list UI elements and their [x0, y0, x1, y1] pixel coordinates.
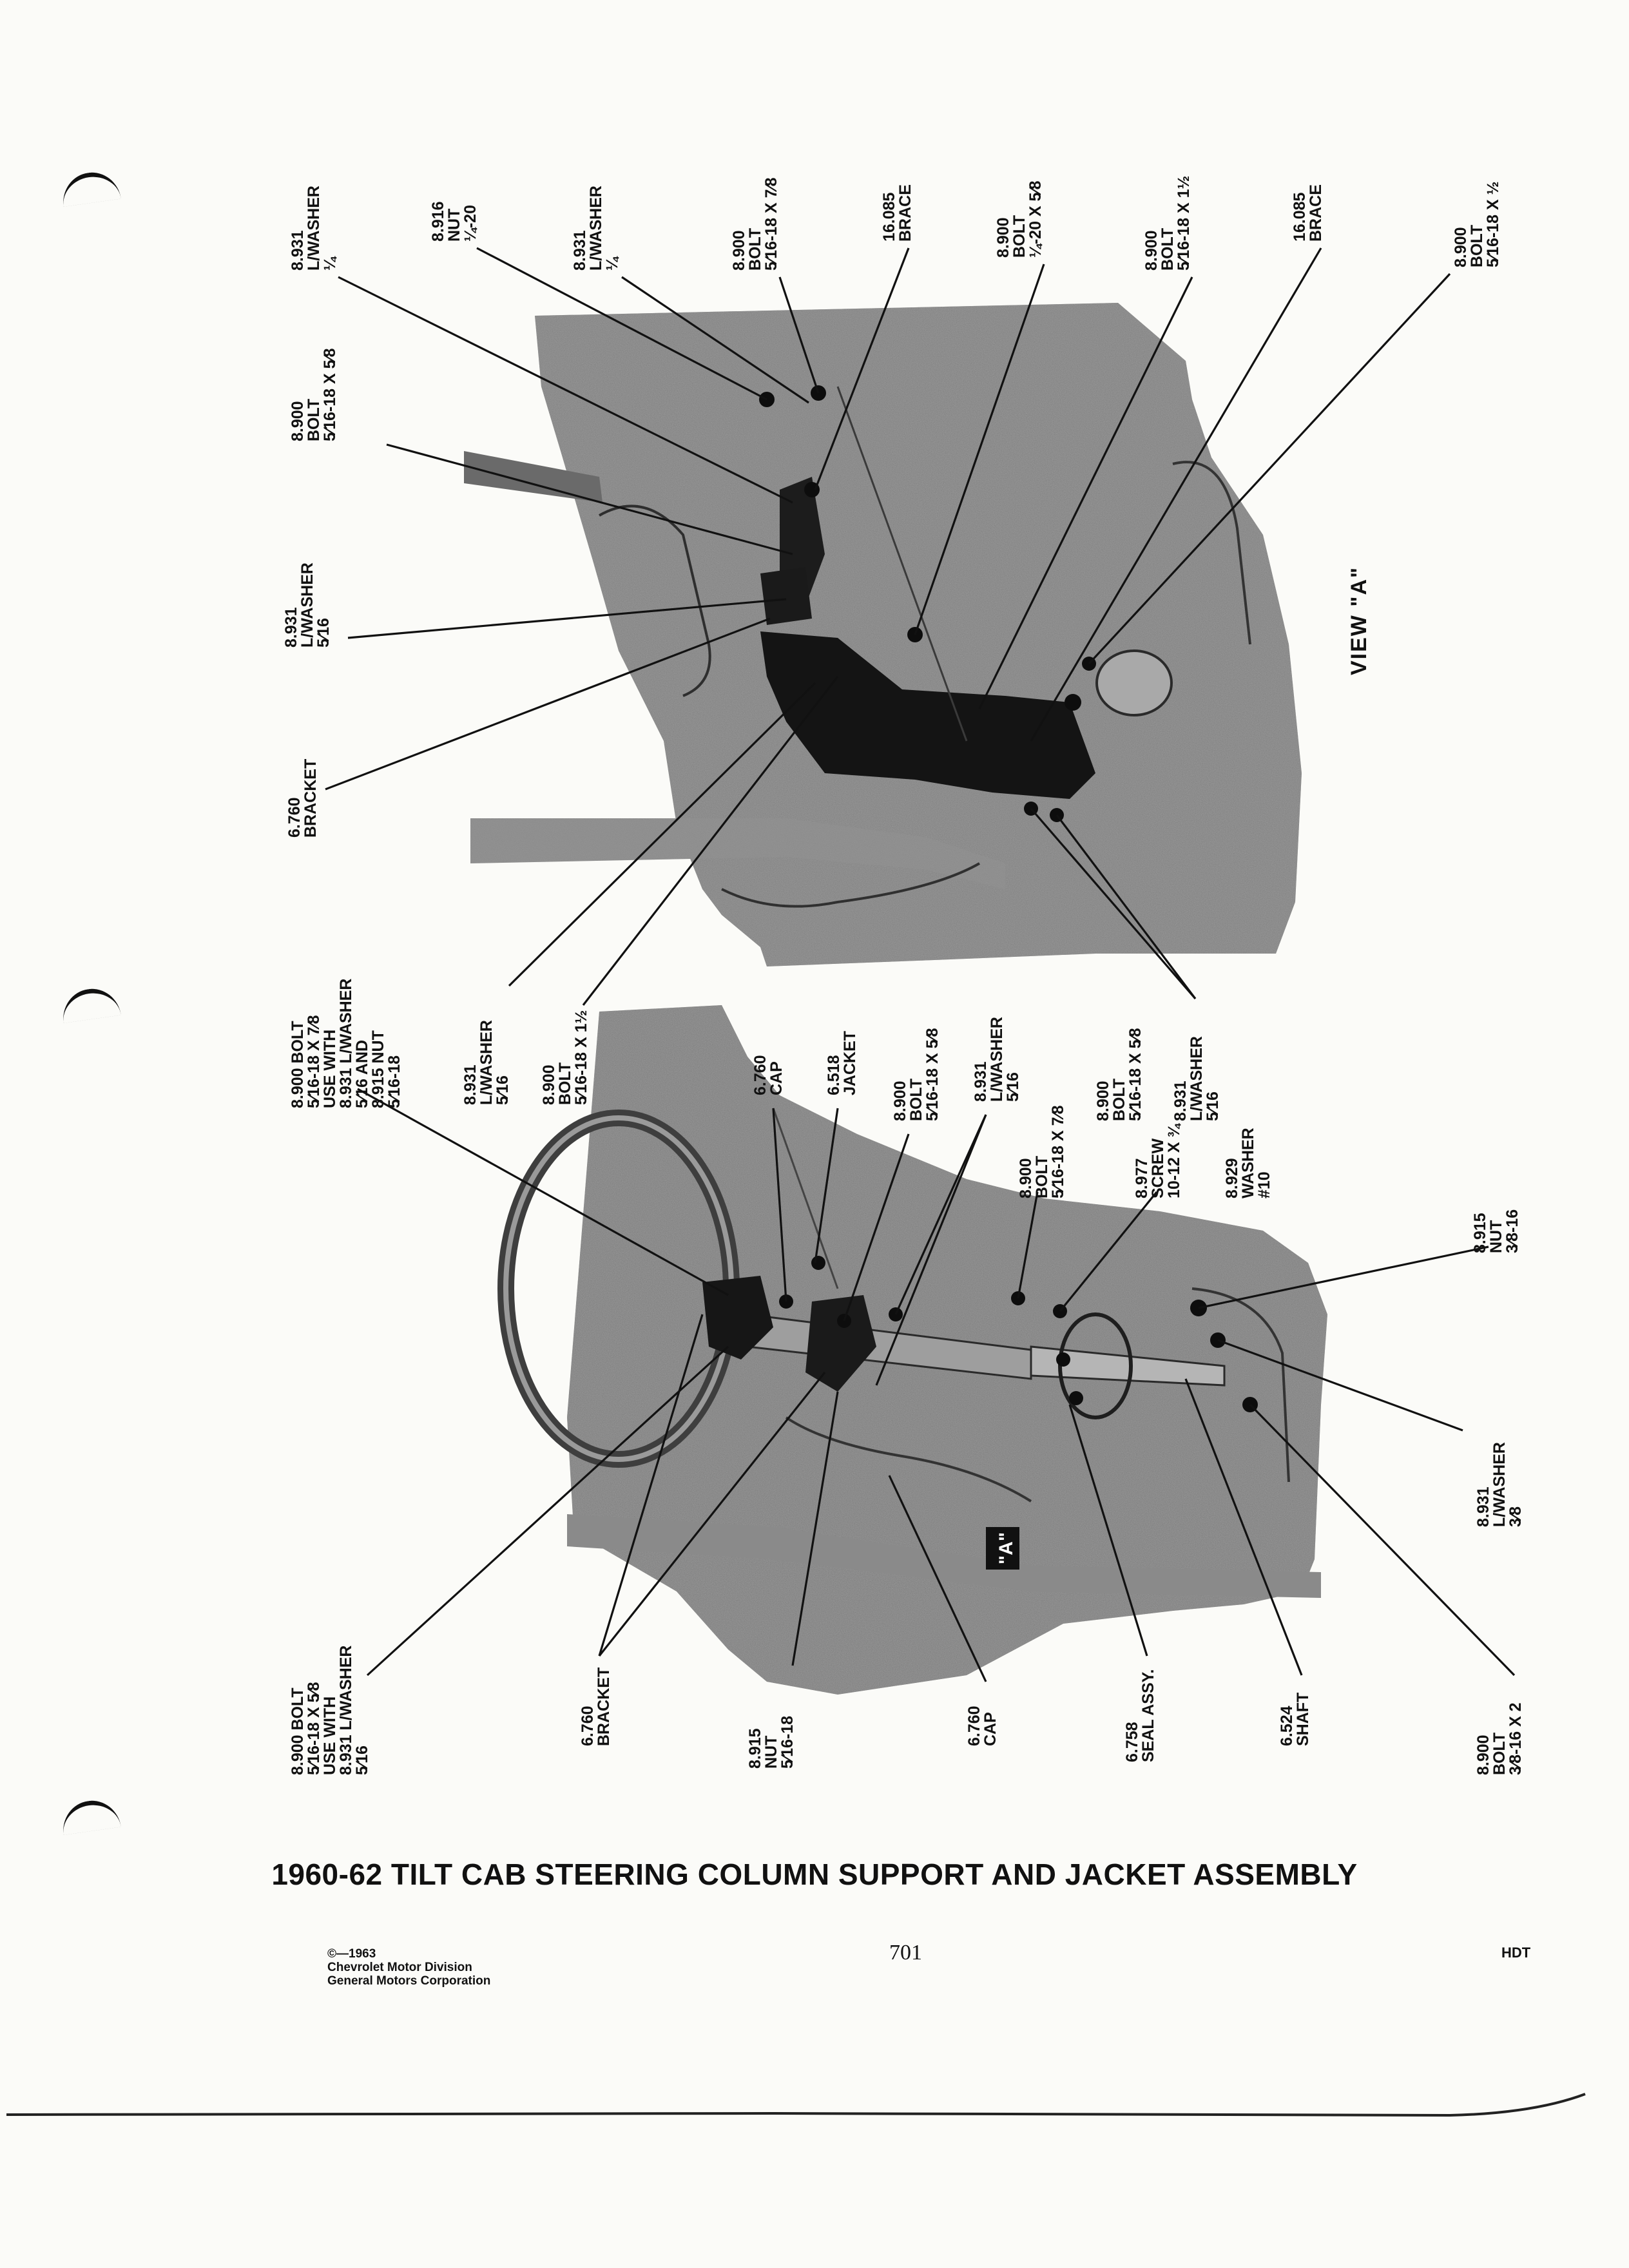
page-title: 1960-62 TILT CAB STEERING COLUMN SUPPORT AND JACKET ASSEMBLY — [271, 1858, 1358, 1891]
label-bolt-use-with-lw: 8.900 BOLT 5⁄16-18 X 5⁄8 USE WITH 8.931 L/WASHER 5⁄16 — [289, 1645, 371, 1775]
inset-a-marker: "A" — [996, 1532, 1017, 1565]
label-bolt-14-20x58: 8.900 BOLT ¼-20 X 5⁄8 — [994, 180, 1045, 258]
label-bolt-516-18x112-mid: 8.900 BOLT 5⁄16-18 X 1½ — [540, 1010, 590, 1105]
label-bolt-use-with-nut: 8.900 BOLT 5⁄16-18 X 7⁄8 USE WITH 8.931 L/WASHER 5⁄16 AND 8.915 NUT 5⁄16-18 — [289, 978, 403, 1108]
label-lw-38: 8.931 L/WASHER 3⁄8 — [1474, 1442, 1525, 1527]
label-lw-quarter-2: 8.931 L/WASHER ¼ — [571, 186, 621, 271]
page-number: 701 — [889, 1941, 922, 1965]
label-bracket-bottom: 6.760 BRACKET — [579, 1667, 613, 1746]
division-name: Chevrolet Motor Division — [327, 1961, 472, 1974]
label-lw-516-mid-1: 8.931 L/WASHER 5⁄16 — [461, 1020, 512, 1105]
label-cap-mid: 6.760 CAP — [751, 1055, 786, 1095]
label-washer-10: 8.929 WASHER #10 — [1223, 1128, 1273, 1198]
label-bolt-516-18x78-mid: 8.900 BOLT 5⁄16-18 X 7⁄8 — [1017, 1105, 1067, 1198]
label-bolt-516-18x12: 8.900 BOLT 5⁄16-18 X ½ — [1452, 181, 1502, 267]
corporation-name: General Motors Corporation — [327, 1974, 491, 1988]
copyright-year: ©—1963 — [327, 1947, 376, 1961]
label-bolt-516-18x58-mid-2: 8.900 BOLT 5⁄16-18 X 5⁄8 — [1094, 1028, 1144, 1121]
label-screw: 8.977 SCREW 10-12 X ¾ — [1133, 1124, 1183, 1198]
label-nut-516-18: 8.915 NUT 5⁄16-18 — [746, 1715, 796, 1769]
label-bolt-516-18x112: 8.900 BOLT 5⁄16-18 X 1½ — [1142, 175, 1193, 271]
label-bolt-516-18x78-top: 8.900 BOLT 5⁄16-18 X 7⁄8 — [730, 177, 780, 271]
label-lw-516-top: 8.931 L/WASHER 5⁄16 — [282, 562, 333, 648]
label-nut-quarter-20: 8.916 NUT ¼-20 — [429, 201, 479, 242]
label-bolt-516-18x58-mid: 8.900 BOLT 5⁄16-18 X 5⁄8 — [891, 1028, 941, 1121]
label-bolt-516-18x58-top: 8.900 BOLT 5⁄16-18 X 5⁄8 — [289, 348, 339, 441]
label-bracket-top: 6.760 BRACKET — [285, 758, 320, 838]
catalog-code: HDT — [1501, 1945, 1531, 1961]
label-bolt-38-16x2: 8.900 BOLT 3⁄8-16 X 2 — [1474, 1702, 1525, 1775]
label-lw-516-mid-3: 8.931 L/WASHER 5⁄16 — [1171, 1036, 1222, 1121]
view-a-label: VIEW "A" — [1347, 566, 1371, 675]
label-brace-2: 16.085 BRACE — [1291, 184, 1325, 242]
label-brace-1: 16.085 BRACE — [880, 184, 914, 242]
label-shaft: 6.524 SHAFT — [1278, 1692, 1312, 1746]
label-nut-38-16: 8.915 NUT 3⁄8-16 — [1471, 1209, 1521, 1253]
label-seal: 6.758 SEAL ASSY. — [1123, 1669, 1157, 1762]
label-jacket: 6.518 JACKET — [825, 1030, 859, 1095]
label-cap-bottom: 6.760 CAP — [965, 1706, 999, 1746]
label-lw-516-mid-2: 8.931 L/WASHER 5⁄16 — [972, 1017, 1022, 1102]
label-lw-quarter-1: 8.931 L/WASHER ¼ — [289, 186, 339, 271]
